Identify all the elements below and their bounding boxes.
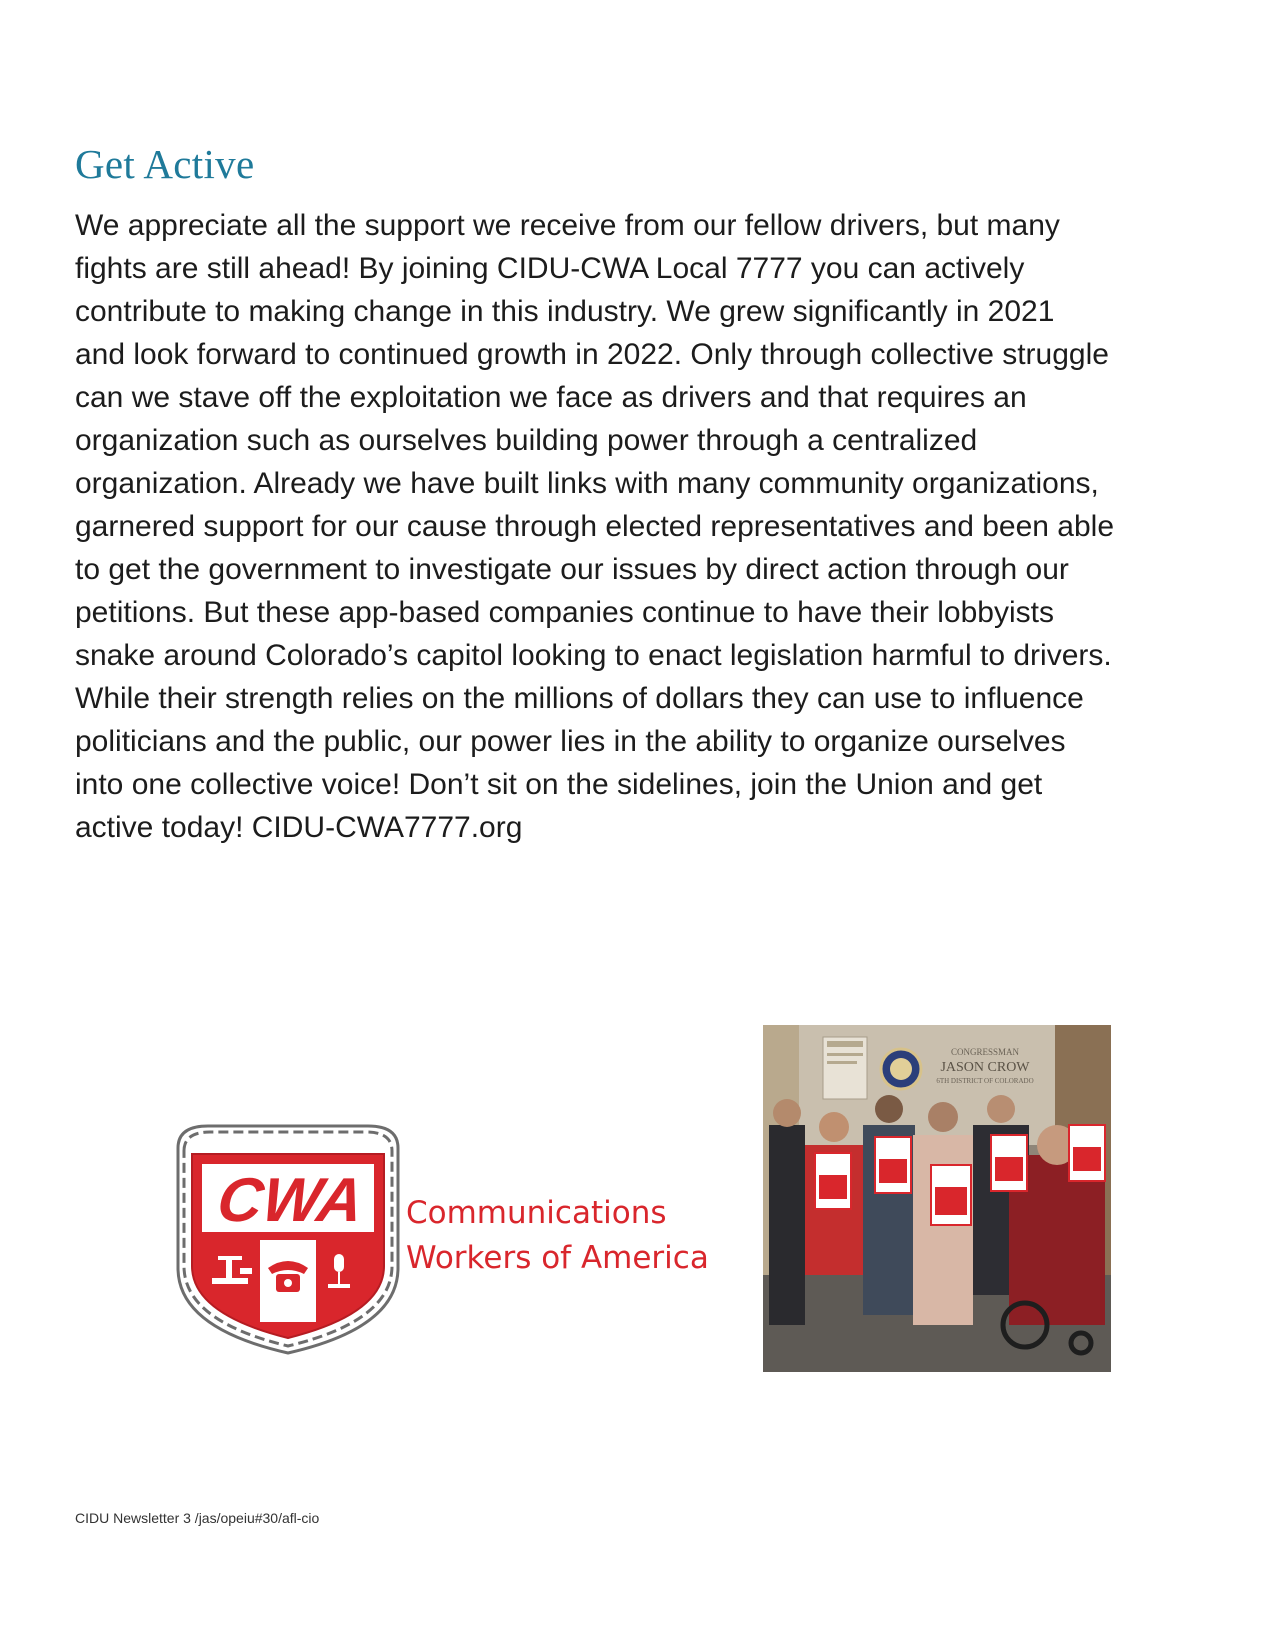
org-name-line1: Communications <box>406 1195 667 1231</box>
body-line: to get the government to investigate our issues by direct action through our <box>75 553 1069 586</box>
body-line: petitions. But these app-based companies continue to have their lobbyists <box>75 596 1054 629</box>
body-line: politicians and the public, our power lies in the ability to organize ourselves <box>75 725 1066 758</box>
body-line: contribute to making change in this industry. We grew significantly in 2021 <box>75 295 1055 328</box>
body-line: garnered support for our cause through elected representatives and been able <box>75 510 1115 543</box>
office-door-sign <box>823 1037 867 1099</box>
body-line: We appreciate all the support we receive from our fellow drivers, but many <box>75 209 1060 242</box>
body-line: organization. Already we have built links with many community organizations, <box>75 467 1099 500</box>
org-name-line2: Workers of America <box>406 1240 709 1276</box>
cwa-logo <box>168 1118 748 1358</box>
office-sign-line1: CONGRESSMAN <box>950 1047 1020 1057</box>
body-line: can we stave off the exploitation we face as drivers and that requires an <box>75 381 1027 414</box>
body-line: fights are still ahead! By joining CIDU-CWA Local 7777 you can actively <box>75 252 1025 285</box>
body-line: organization such as ourselves building power through a centralized <box>75 424 978 457</box>
body-line: While their strength relies on the millions of dollars they can use to influence <box>75 682 1084 715</box>
office-sign-line3: 6TH DISTRICT OF COLORADO <box>936 1077 1034 1085</box>
body-line: snake around Colorado’s capitol looking to enact legislation harmful to drivers. <box>75 639 1112 672</box>
group-photo <box>763 1025 1111 1372</box>
cwa-emblem-text: CWA <box>213 1166 368 1235</box>
body-paragraph <box>75 204 1200 849</box>
page-footer: CIDU Newsletter 3 /jas/opeiu#30/afl-cio <box>75 1510 320 1526</box>
office-sign-line2: JASON CROW <box>940 1060 1030 1075</box>
body-line: and look forward to continued growth in 2022. Only through collective struggle <box>75 338 1109 371</box>
page-heading: Get Active <box>75 141 255 187</box>
body-line: active today! CIDU-CWA7777.org <box>75 811 523 844</box>
body-line: into one collective voice! Don’t sit on the sidelines, join the Union and get <box>75 768 1043 801</box>
